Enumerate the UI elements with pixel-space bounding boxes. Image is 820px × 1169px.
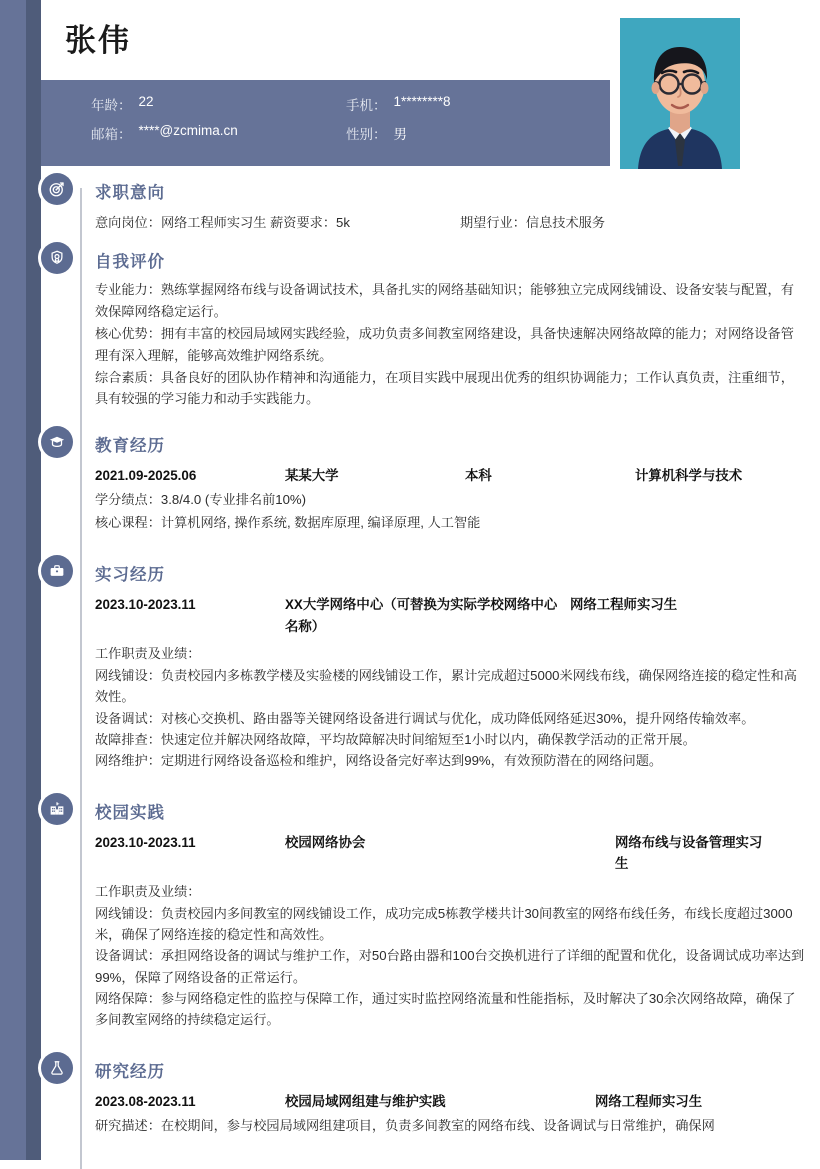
position-label: 意向岗位：	[95, 215, 161, 230]
section-self-evaluation	[41, 241, 820, 420]
internship-entry-header	[95, 594, 806, 637]
self-eval-paragraph: 核心优势：拥有丰富的校园局域网实践经验，成功负责多间教室网络建设，具备快速解决网络故障的能力；对网络设备管理有深入理解，能够高效维护网络系统。	[95, 326, 794, 363]
section-campus-practice	[41, 792, 820, 1047]
section-header-internship	[95, 554, 820, 592]
research-line: 研究描述：在校期间，参与校园局域网组建项目，负责多间教室的网络布线、设备调试与日常维护，确保网	[95, 1118, 715, 1134]
portrait-illustration	[620, 18, 740, 169]
position-value: 网络工程师实习生	[160, 215, 267, 230]
research-date: 2023.08-2023.11	[95, 1093, 196, 1109]
internship-line: 设备调试：对核心交换机、路由器等关键网络设备进行调试与优化，成功降低网络延迟30%，提升网络传输效率。	[95, 710, 755, 726]
section-body-self-evaluation	[95, 279, 820, 409]
phone-value: 1********8	[393, 94, 451, 109]
campus-org: 校园网络协会	[285, 834, 366, 850]
job-intent-industry	[460, 212, 605, 233]
internship-line: 故障排查：快速定位并解决网络故障，平均故障解决时间缩短至1小时以内，确保教学活动的正常开展。	[95, 731, 696, 747]
graduation-cap-icon	[41, 426, 73, 458]
campus-line: 网络保障：参与网络稳定性的监控与保障工作，通过实时监控网络流量和性能指标，及时解决了30余次网络故障，确保了多间教室网络的持续稳定运行。	[95, 991, 796, 1028]
section-header-education	[95, 425, 820, 463]
internship-org: XX大学网络中心（可替换为实际学校网络中心名称）	[285, 597, 558, 634]
section-job-intent	[41, 172, 820, 237]
campus-detail-lines	[95, 881, 806, 1031]
target-icon	[41, 173, 73, 205]
education-school: 某某大学	[285, 467, 339, 483]
email-label: 邮箱：	[91, 127, 132, 142]
section-body-education	[95, 465, 820, 533]
education-gpa-line: 学分绩点：3.8/4.0 (专业排名前10%)	[95, 492, 307, 508]
contact-info-band	[41, 80, 610, 166]
name-area	[41, 0, 610, 80]
section-education	[41, 425, 820, 550]
education-major: 计算机科学与技术	[635, 467, 743, 483]
section-title-job-intent: 求职意向	[95, 184, 165, 202]
section-title-research: 研究经历	[95, 1062, 165, 1081]
section-title-internship: 实习经历	[95, 566, 165, 585]
contact-field-gender	[346, 123, 451, 143]
left-accent-strip-light	[0, 0, 26, 1160]
age-label: 年龄：	[91, 98, 132, 113]
section-body-job-intent	[95, 210, 820, 237]
email-value: ****@zcmima.cn	[138, 123, 238, 138]
education-degree: 本科	[465, 467, 492, 483]
internship-role: 网络工程师实习生	[570, 597, 678, 613]
internship-date: 2023.10-2023.11	[95, 597, 196, 613]
campus-role: 网络布线与设备管理实习生	[615, 834, 763, 872]
section-internship	[41, 554, 820, 788]
internship-line: 网络维护：定期进行网络设备巡检和维护，网络设备完好率达到99%，有效预防潜在的网络问题。	[95, 753, 663, 769]
gender-value: 男	[393, 127, 407, 142]
section-title-campus-practice: 校园实践	[95, 803, 165, 822]
section-research	[41, 1051, 820, 1137]
phone-label: 手机：	[346, 98, 387, 113]
briefcase-icon	[41, 555, 73, 587]
internship-line: 网线铺设：负责校园内多栋教学楼及实验楼的网线铺设工作，累计完成超过5000米网线布线，确保网络连接的稳定性和高效性。	[95, 667, 797, 705]
section-title-education: 教育经历	[95, 436, 165, 455]
industry-label: 期望行业：	[459, 215, 526, 230]
campus-line: 工作职责及业绩：	[95, 884, 201, 900]
section-body-research	[95, 1091, 820, 1137]
gender-label: 性别：	[346, 127, 387, 142]
research-project: 校园局域网组建与维护实践	[285, 1093, 446, 1109]
section-title-self-evaluation: 自我评价	[95, 253, 165, 272]
left-accent-strip-dark	[26, 0, 41, 1160]
campus-entry-header	[95, 832, 806, 875]
candidate-photo	[620, 18, 740, 169]
contact-info-grid	[91, 94, 451, 143]
candidate-name: 张伟	[65, 22, 131, 58]
self-eval-paragraph: 综合素质：具备良好的团队协作精神和沟通能力，在项目实践中展现出优秀的组织协调能力；工作认真负责，注重细节，具有较强的学习能力和动手实践能力。	[95, 369, 794, 407]
internship-line: 工作职责及业绩：	[95, 646, 201, 662]
section-header-job-intent	[95, 172, 820, 210]
internship-detail-lines	[95, 643, 806, 771]
section-header-self-evaluation	[95, 241, 820, 279]
self-eval-paragraph: 专业能力：熟练掌握网络布线与设备调试技术，具备扎实的网络基础知识；能够独立完成网线铺设、设备安装与配置，有效保障网络稳定运行。	[95, 282, 794, 319]
section-header-campus-practice	[95, 792, 820, 830]
badge-icon	[41, 242, 73, 274]
education-entry-header	[95, 465, 806, 487]
contact-field-email	[91, 123, 346, 143]
section-header-research	[95, 1051, 820, 1089]
resume-page	[41, 0, 820, 1160]
job-intent-primary	[95, 212, 350, 233]
education-date: 2021.09-2025.06	[95, 467, 197, 483]
campus-line: 网线铺设：负责校园内多间教室的网线铺设工作，成功完成5栋教学楼共计30间教室的网络布线任务，布线长度超过3000米，确保了网络连接的稳定性和高效性。	[95, 905, 793, 942]
flask-icon	[41, 1052, 73, 1084]
school-building-icon	[41, 793, 73, 825]
research-entry-header	[95, 1091, 806, 1113]
section-body-internship	[95, 594, 820, 772]
contact-field-phone	[346, 94, 451, 114]
campus-date: 2023.10-2023.11	[95, 834, 196, 850]
age-value: 22	[138, 94, 154, 109]
resume-header	[41, 0, 820, 172]
salary-label: 薪资要求：	[270, 215, 337, 230]
contact-field-age	[91, 94, 346, 114]
industry-value: 信息技术服务	[525, 215, 606, 230]
research-role: 网络工程师实习生	[595, 1093, 703, 1109]
section-body-campus-practice	[95, 832, 820, 1031]
resume-sections	[41, 172, 820, 1149]
education-courses-line: 核心课程：计算机网络, 操作系统, 数据库原理, 编译原理, 人工智能	[95, 514, 481, 530]
campus-line: 设备调试：承担网络设备的调试与维护工作，对50台路由器和100台交换机进行了详细的配置和优化，设备调试成功率达到99%，保障了网络设备的正常运行。	[95, 948, 805, 985]
job-intent-row	[95, 210, 806, 237]
salary-value: 5k	[336, 215, 350, 230]
